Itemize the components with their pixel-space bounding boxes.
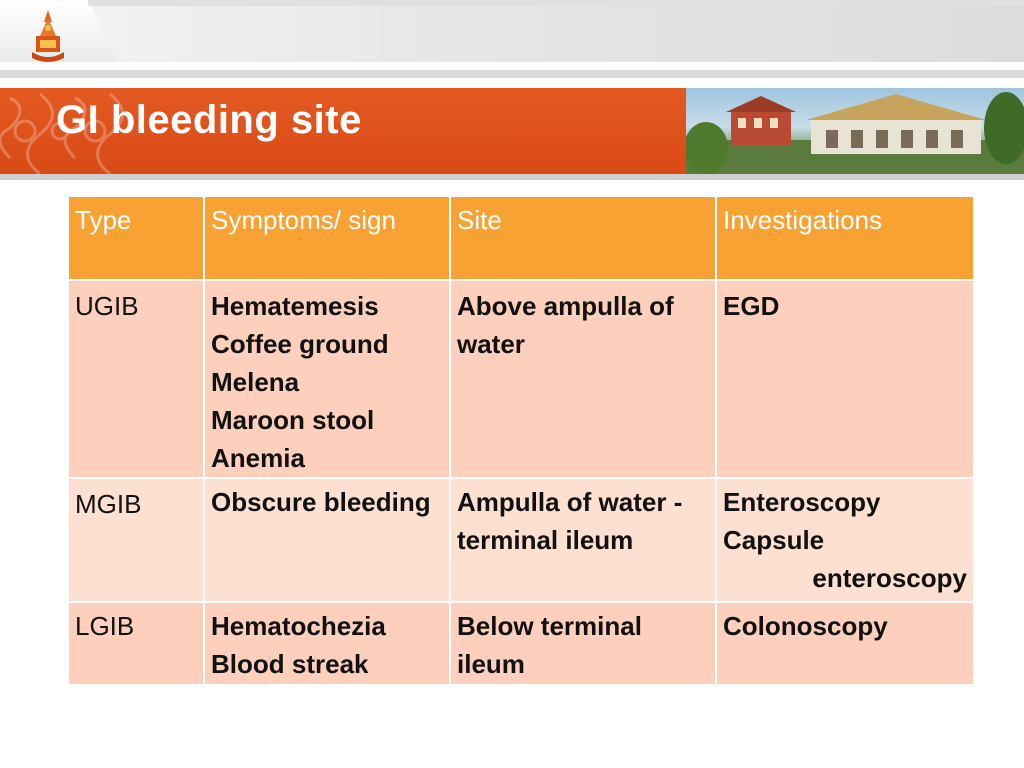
- cell-type: LGIB: [68, 602, 204, 685]
- site-line: Ampulla of water -: [457, 487, 683, 517]
- cell-symptoms: [204, 478, 450, 602]
- cell-site: [450, 478, 716, 602]
- symptom-item: Obscure bleeding: [211, 487, 431, 517]
- cell-type: MGIB: [68, 478, 204, 602]
- table-row: [68, 280, 974, 478]
- bleeding-site-table: [67, 195, 975, 686]
- cell-investigations: [716, 602, 974, 685]
- cell-investigations: [716, 280, 974, 478]
- slide-title: GI bleeding site: [56, 98, 362, 142]
- site-line: Below terminal: [457, 611, 642, 641]
- header-band: [0, 0, 1024, 62]
- investigation-line: Colonoscopy: [723, 611, 888, 641]
- investigation-line: Enteroscopy: [723, 487, 881, 517]
- campus-photo: [686, 88, 1024, 174]
- header-site: Site: [450, 196, 716, 280]
- investigation-line: Capsule: [723, 525, 825, 555]
- symptom-item: Hematemesis: [211, 291, 379, 321]
- table-row: [68, 602, 974, 685]
- site-line: terminal ileum: [457, 525, 634, 555]
- symptom-item: Coffee ground: [211, 329, 389, 359]
- cell-symptoms: [204, 280, 450, 478]
- campus-buildings-image: [686, 88, 1024, 174]
- investigation-line: enteroscopy: [812, 563, 967, 593]
- symptom-item: Hematochezia: [211, 611, 386, 641]
- table-row: [68, 478, 974, 602]
- cell-site: [450, 602, 716, 685]
- site-line: ileum: [457, 649, 525, 679]
- site-line: water: [457, 329, 525, 359]
- table-header-row: [68, 196, 974, 280]
- header-type: Type: [68, 196, 204, 280]
- header-stripe: [88, 0, 1024, 62]
- symptom-item: Melena: [211, 367, 300, 397]
- symptom-item: Maroon stool: [211, 405, 375, 435]
- header-investigations: Investigations: [716, 196, 974, 280]
- cell-symptoms: [204, 602, 450, 685]
- site-line: Above ampulla of: [457, 291, 674, 321]
- cell-site: [450, 280, 716, 478]
- cell-type: UGIB: [68, 280, 204, 478]
- header-stripe-top: [88, 0, 1024, 6]
- university-logo-icon: [26, 8, 70, 64]
- divider-line: [0, 70, 1024, 78]
- symptom-item: Anemia: [211, 443, 305, 473]
- banner-shadow: [0, 174, 1024, 180]
- cell-investigations: [716, 478, 974, 602]
- investigation-line: EGD: [723, 291, 780, 321]
- header-symptoms: Symptoms/ sign: [204, 196, 450, 280]
- symptom-item: Blood streak: [211, 649, 369, 679]
